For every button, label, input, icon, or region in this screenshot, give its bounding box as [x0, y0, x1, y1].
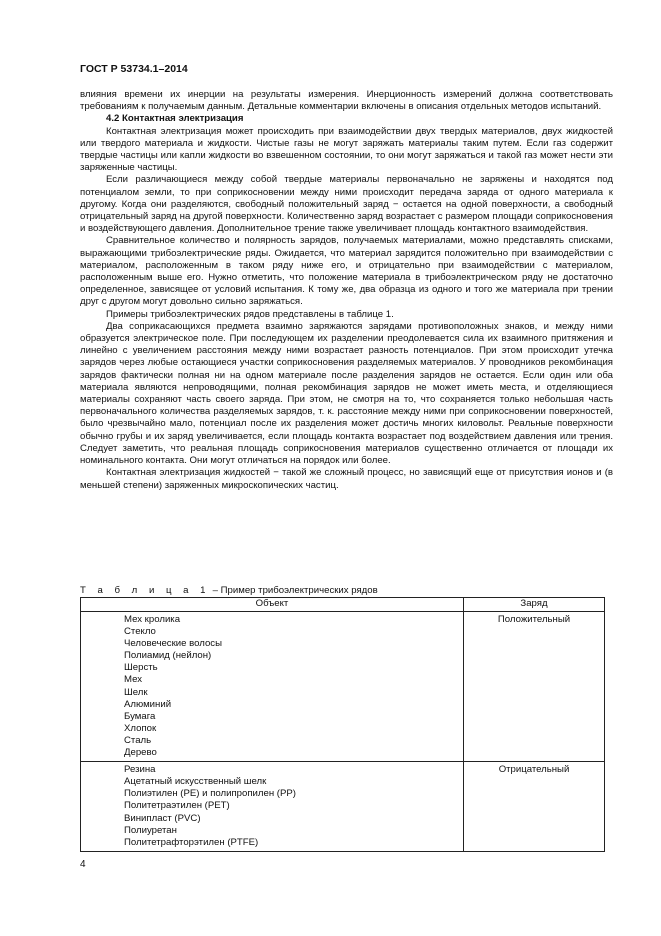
material-item: Политетрафторэтилен (PTFE)	[124, 836, 259, 848]
material-item: Ацетатный искусственный шелк	[124, 776, 267, 788]
negative-materials-cell	[81, 762, 464, 852]
positive-materials-cell	[81, 612, 464, 762]
material-item: Дерево	[124, 747, 157, 759]
paragraph: Если различающиеся между собой твердые материалы первоначально не заряжены и находятся под потенциалом земли, то при соприкосновении между ними происходит передача заряда от одного материала к другому. Когда они разделяются, свободный положительный заряд − остается на одной поверхности, а свободный отрицательный заряд на другой поверхности. Количественно заряд возрастает с размером площади соприкосновения и воздействующего давления. Дополнительное трение также увеличивает площадь контактного взаимодействия.	[80, 174, 613, 235]
paragraph: Два соприкасающихся предмета взаимно заряжаются зарядами противоположных знаков, и между ними образуется электрическое поле. При последующем их разделении преодолевается сила их взаимного притяжения и линейно с увеличением расстояния между ними возрастает разность потенциалов. При этом происходит утечка зарядов через любые остающиеся участки соприкосновения разделяемых материалов. У проводников рекомбинация зарядов фактически полная ни на одном материале после разделения зарядов не остается. Если один или оба материала являются непроводящими, полная рекомбинация зарядов не может иметь места, и отделяющиеся материалы сохраняют часть своего заряда. При этом, не смотря на то, что сохраняется только небольшая часть первоначального количества разделяемых зарядов, т. к. расстояние между ними при соприкосновении поверхностей, было чрезвычайно мало, потенциал после их разделения может достичь многих киловольт. Реальные поверхности обычно грубы и их заряд увеличивается, если площадь контакта возрастает под воздействием давления или трения. Следует заметить, что реальная площадь соприкосновения материалов существенно отличается от площади их номинального контакта. Они могут отличаться на порядок или более.	[80, 320, 613, 467]
material-item: Стекло	[124, 626, 156, 638]
page-number: 4	[80, 859, 86, 870]
material-item: Бумага	[124, 710, 156, 722]
table-header-row	[81, 598, 605, 612]
body-text	[80, 89, 613, 492]
material-item: Полиамид (нейлон)	[124, 650, 212, 662]
material-item: Мех	[124, 674, 143, 686]
material-item: Человеческие волосы	[124, 638, 222, 650]
material-item: Резина	[124, 764, 156, 776]
material-item: Полиуретан	[124, 824, 177, 836]
triboelectric-table	[80, 597, 605, 852]
document-header: ГОСТ Р 53734.1–2014	[80, 63, 188, 75]
charge-negative: Отрицательный	[464, 762, 605, 852]
material-item: Политетраэтилен (PET)	[124, 800, 230, 812]
table-row-negative	[81, 762, 605, 852]
table-caption-text: – Пример трибоэлектрических рядов	[209, 585, 378, 596]
paragraph: влияния времени их инерции на результаты измерения. Инерционность измерений должна соответствовать требованиям к получаемым данным. Детальные комментарии включены в описания отдельных методов испытаний.	[80, 89, 613, 113]
paragraph: Контактная электризация жидкостей − такой же сложный процесс, но зависящий еще от присутствия ионов и (в меньшей степени) заряженных микроскопических частиц.	[80, 467, 613, 491]
material-item: Шелк	[124, 686, 148, 698]
paragraph: Контактная электризация может происходить при взаимодействии двух твердых материалов, двух жидкостей или твердого материала и жидкости. Чистые газы не могут заряжать материалы таким путем. Если газ содержит твердые частицы или капли жидкости во взвешенном состоянии, то они могут заряжаться и такой газ может нести эти заряженные частицы.	[80, 125, 613, 174]
table-caption-label: Т а б л и ц а 1	[80, 585, 210, 596]
table-caption	[80, 585, 378, 597]
material-item: Винипласт (PVC)	[124, 812, 201, 824]
section-heading: 4.2 Контактная электризация	[106, 113, 244, 125]
column-header-object: Объект	[81, 598, 464, 612]
material-item: Полиэтилен (PE) и полипропилен (PP)	[124, 788, 296, 800]
charge-positive: Положительный	[464, 612, 605, 762]
material-item: Хлопок	[124, 722, 157, 734]
column-header-charge: Заряд	[464, 598, 605, 612]
material-item: Шерсть	[124, 662, 158, 674]
paragraph: Примеры трибоэлектрических рядов представлены в таблице 1.	[106, 308, 394, 320]
material-item: Сталь	[124, 734, 152, 746]
material-item: Мех кролика	[124, 614, 181, 625]
table-row-positive	[81, 612, 605, 762]
paragraph: Сравнительное количество и полярность зарядов, получаемых материалами, можно представлять списками, выражающими трибоэлектрические ряды. Ожидается, что материал зарядится положительно при взаимодействии с материалом, расположенным в таком ряду ниже его, и отрицательно при взаимодействии с материалом, расположенным выше его. Нужно отметить, что положение материала в трибоэлектрическом ряду не достаточно определенное, зависящее от условий испытания. К тому же, два образца из одного и того же материала при трении друг с другом могут довольно сильно заряжаться.	[80, 235, 613, 308]
material-item: Алюминий	[124, 698, 172, 710]
